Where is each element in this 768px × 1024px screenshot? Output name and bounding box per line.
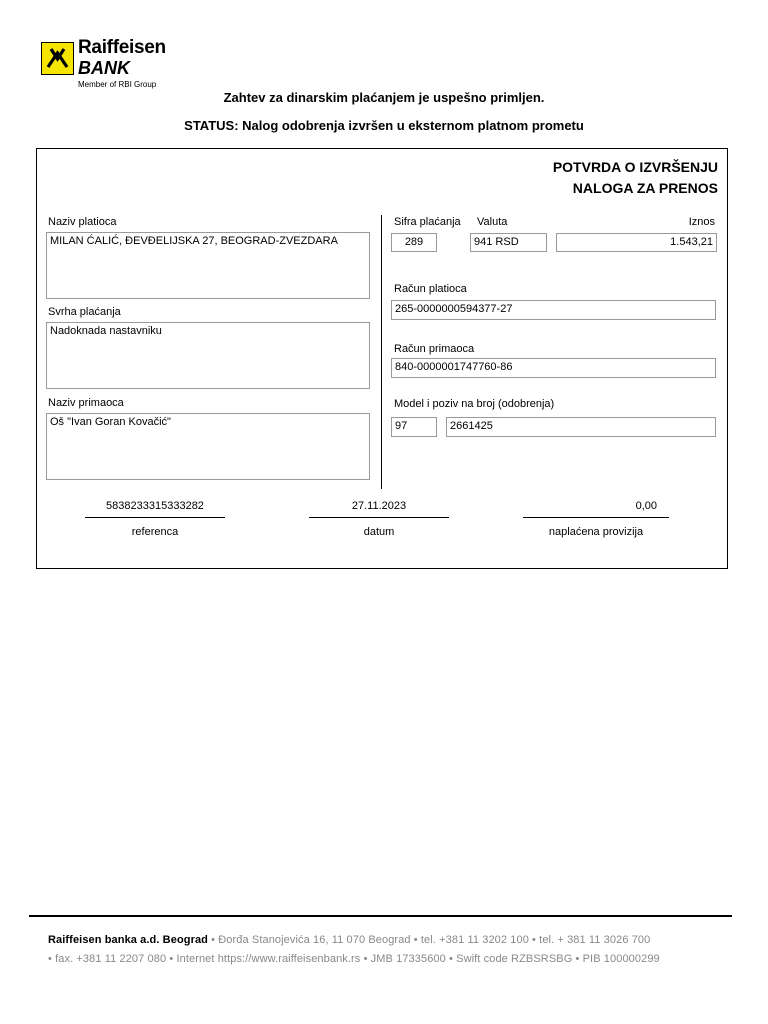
fee-label: naplaćena provizija — [548, 526, 644, 538]
recipient-field: Oš "Ivan Goran Kovačić" — [46, 413, 370, 480]
footer-company: Raiffeisen banka a.d. Beograd — [48, 934, 208, 946]
recipient-account-label: Račun primaoca — [394, 343, 475, 355]
logo-name: Raiffeisen — [78, 37, 166, 58]
payment-code-label: Sifra plaćanja — [394, 216, 461, 228]
payment-code-field: 289 — [391, 233, 437, 252]
confirmation-message: Zahtev za dinarskim plaćanjem je uspešno primljen. — [223, 90, 545, 105]
reference-value: 5838233315333282 — [106, 500, 204, 512]
fee-value: 0,00 — [635, 500, 657, 512]
logo-member-text: Member of RBI Group — [78, 80, 157, 89]
recipient-account-field: 840-0000001747760-86 — [391, 358, 716, 378]
date-label: datum — [363, 526, 395, 538]
date-underline — [309, 517, 449, 518]
payer-label: Naziv platioca — [48, 216, 117, 228]
logo-bank: BANK — [78, 58, 130, 78]
currency-field: 941 RSD — [470, 233, 547, 252]
fee-underline — [523, 517, 669, 518]
purpose-label: Svrha plaćanja — [48, 306, 121, 318]
document-title-line2: NALOGA ZA PRENOS — [572, 180, 718, 196]
amount-field: 1.543,21 — [556, 233, 717, 252]
model-reference-label: Model i poziv na broj (odobrenja) — [394, 398, 555, 410]
footer-divider — [29, 915, 732, 917]
payer-field: MILAN ĆALIĆ, ĐEVĐELIJSKA 27, BEOGRAD-ZVEZDARA — [46, 232, 370, 299]
footer-line2: • fax. +381 11 2207 080 • Internet https://www.raiffeisenbank.rs • JMB 17335600 • Swift code RZBSRSBG • PIB 100000299 — [48, 953, 660, 965]
model-field: 97 — [391, 417, 437, 437]
reference-number-field: 2661425 — [446, 417, 716, 437]
reference-underline — [85, 517, 225, 518]
column-divider — [381, 215, 382, 489]
footer-line1 — [48, 934, 650, 946]
footer-address: • Đorđa Stanojevića 16, 11 070 Beograd • tel. +381 11 3202 100 • tel. + 381 11 3026 700 — [208, 934, 651, 946]
document-title — [553, 157, 718, 199]
payer-account-label: Račun platioca — [394, 283, 467, 295]
recipient-label: Naziv primaoca — [48, 397, 124, 409]
date-value: 27.11.2023 — [351, 500, 407, 512]
status-message: STATUS: Nalog odobrenja izvršen u eksternom platnom prometu — [184, 118, 584, 133]
currency-label: Valuta — [477, 216, 508, 228]
raiffeisen-logo-icon — [41, 42, 74, 75]
payer-account-field: 265-0000000594377-27 — [391, 300, 716, 320]
reference-label: referenca — [131, 526, 179, 538]
purpose-field: Nadoknada nastavniku — [46, 322, 370, 389]
document-title-line1: POTVRDA O IZVRŠENJU — [552, 159, 718, 175]
amount-label: Iznos — [688, 216, 715, 228]
